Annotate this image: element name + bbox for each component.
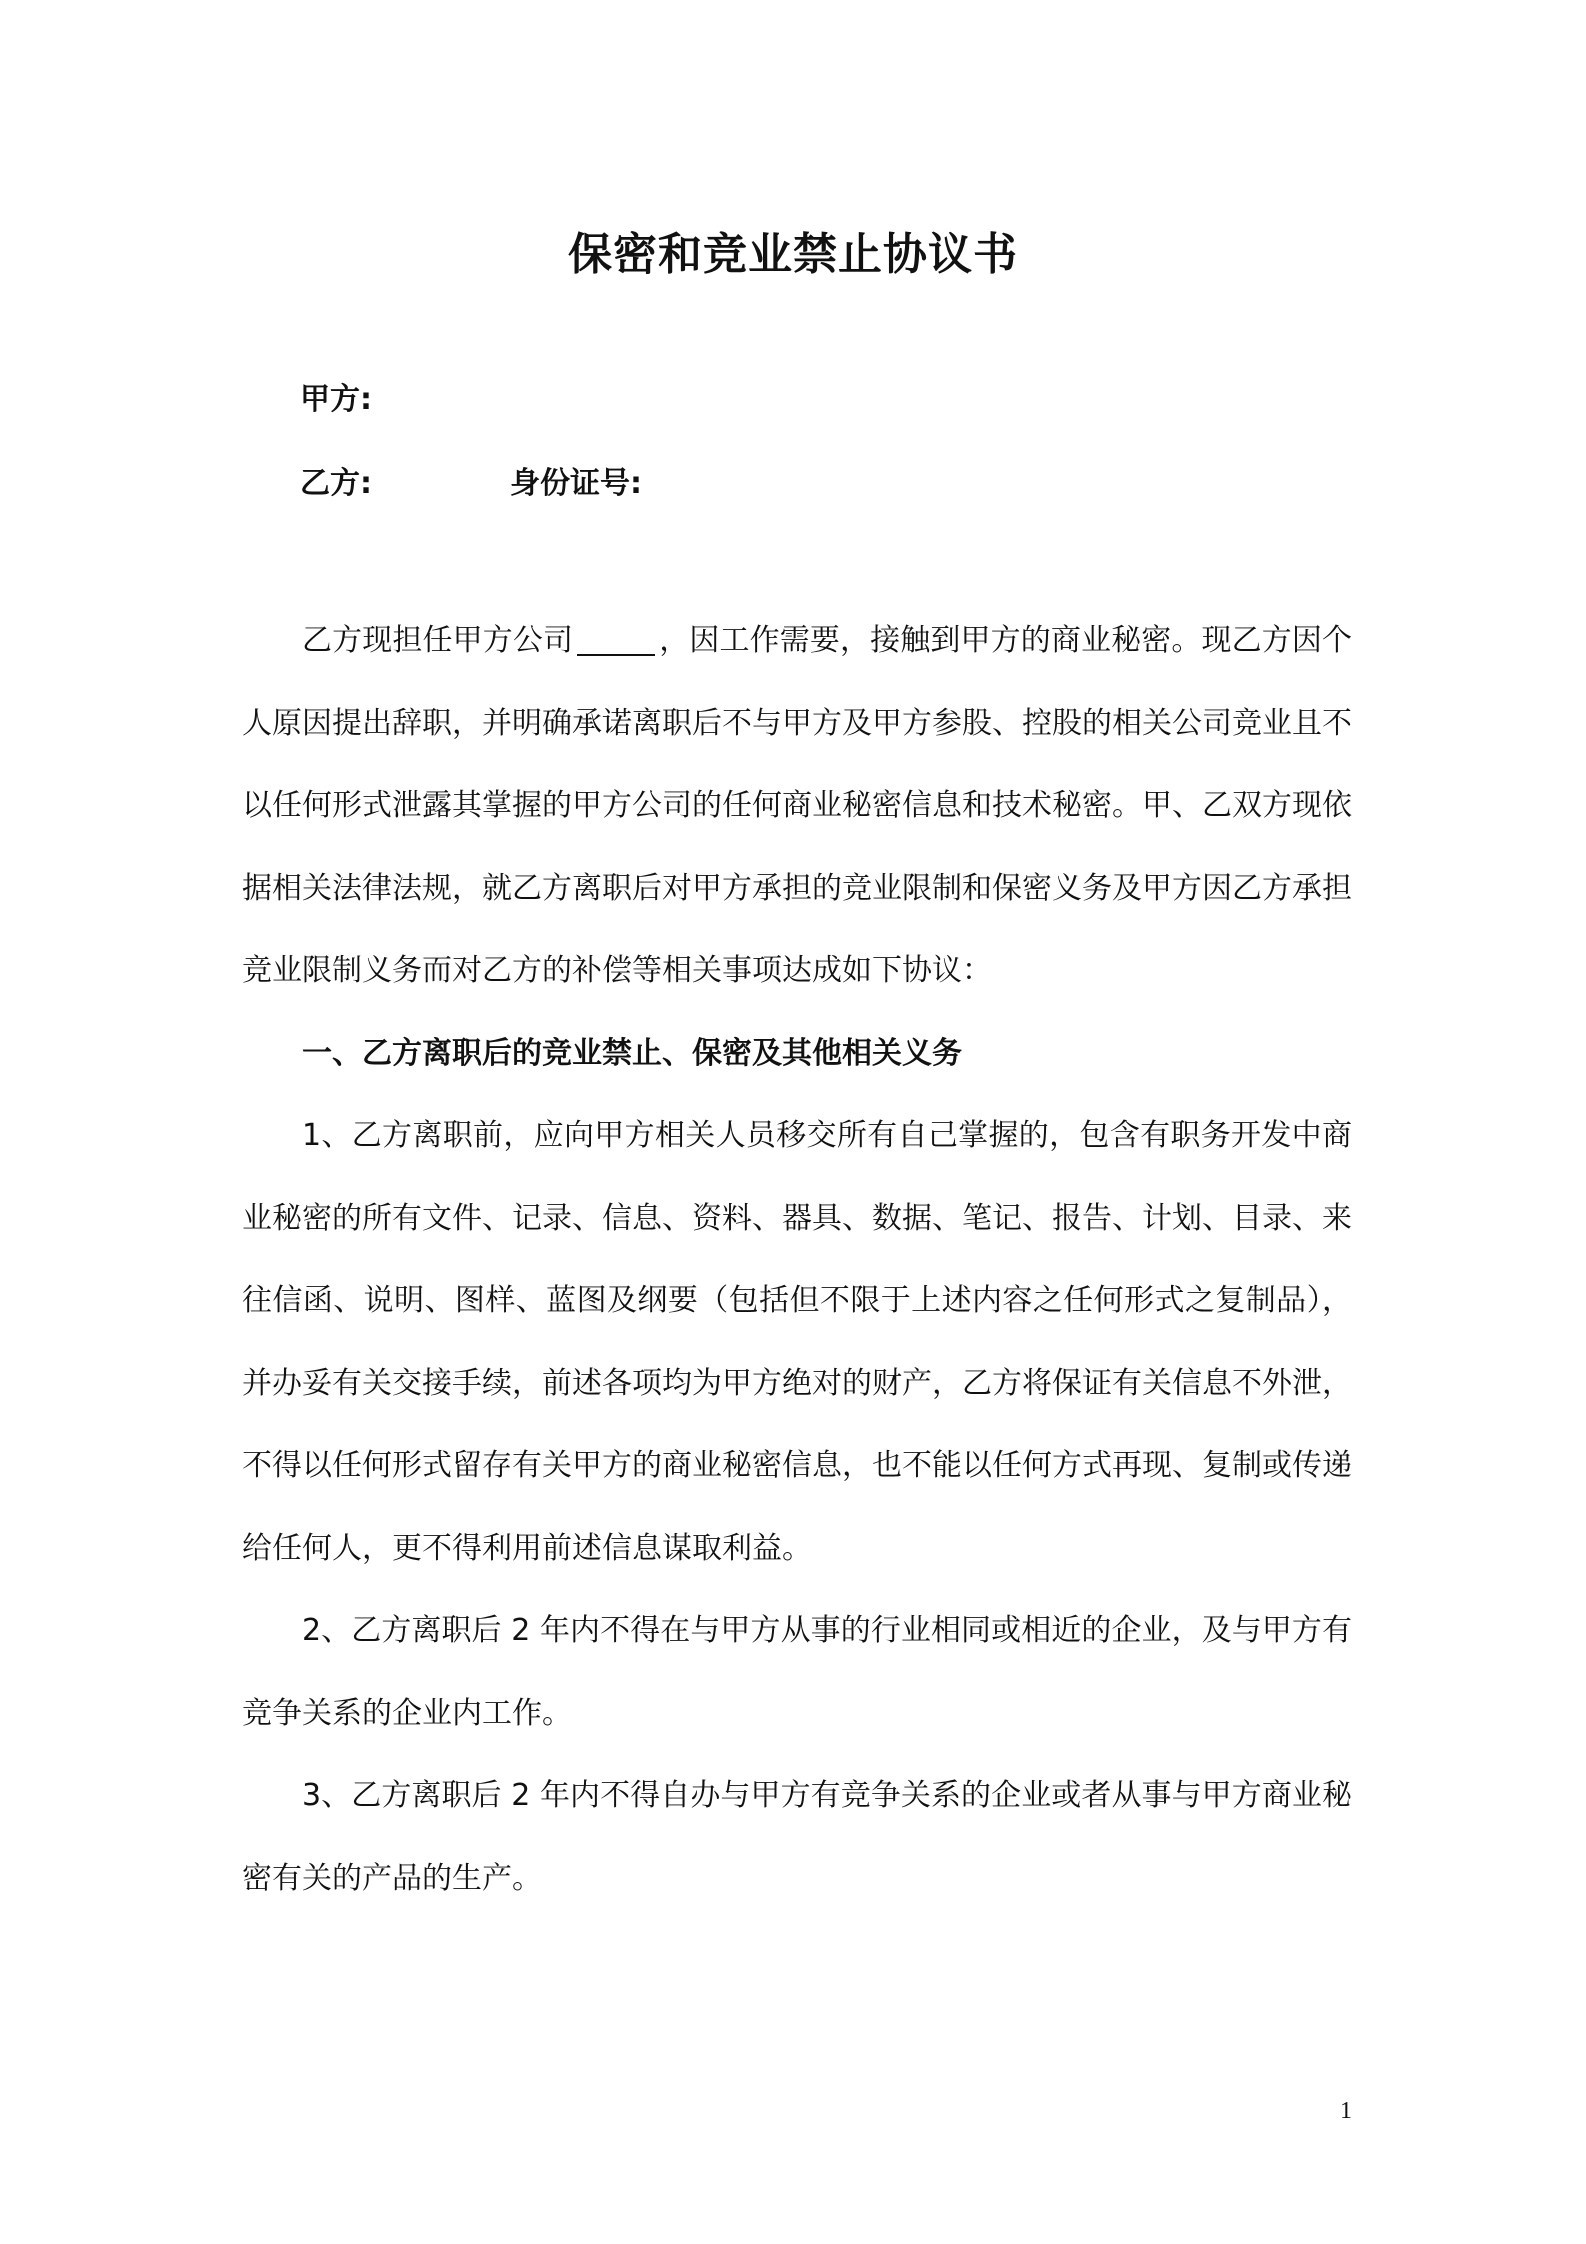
- section-1-heading: 一、乙方离职后的竞业禁止、保密及其他相关义务: [302, 1035, 962, 1071]
- intro-paragraph: [242, 600, 1352, 1013]
- intro-text-before-blank: 乙方现担任甲方公司: [302, 623, 574, 658]
- id-number-label: 身份证号:: [510, 466, 642, 501]
- agreement-body: [242, 600, 1352, 1920]
- party-a-label: 甲方:: [300, 382, 372, 417]
- intro-text-after-blank: ，因工作需要，接触到甲方的商业秘密。现乙方因个人原因提出辞职，并明确承诺离职后不与甲方及甲方参股、控股的相关公司竞业且不以任何形式泄露其掌握的甲方公司的任何商业秘密信息和技术秘密。甲、乙双方现依据相关法律法规，就乙方离职后对甲方承担的竞业限制和保密义务及甲方因乙方承担竞业限制义务而对乙方的补偿等相关事项达成如下协议：: [242, 623, 1352, 988]
- clause-3: 3、乙方离职后 2 年内不得自办与甲方有竞争关系的企业或者从事与甲方商业秘密有关的产品的生产。: [242, 1778, 1352, 1896]
- page-number: 1: [1340, 2098, 1352, 2124]
- clause-2: 2、乙方离职后 2 年内不得在与甲方从事的行业相同或相近的企业，及与甲方有竞争关系的企业内工作。: [242, 1613, 1352, 1731]
- position-blank-line: [577, 624, 655, 656]
- document-title: 保密和竞业禁止协议书: [568, 229, 1018, 280]
- party-b-label: 乙方:: [300, 466, 372, 501]
- clause-1: 1、乙方离职前，应向甲方相关人员移交所有自己掌握的，包含有职务开发中商业秘密的所有文件、记录、信息、资料、器具、数据、笔记、报告、计划、目录、来往信函、说明、图样、蓝图及纲要（包括但不限于上述内容之任何形式之复制品），并办妥有关交接手续，前述各项均为甲方绝对的财产，乙方将保证有关信息不外泄，不得以任何形式留存有关甲方的商业秘密信息，也不能以任何方式再现、复制或传递给任何人，更不得利用前述信息谋取利益。: [242, 1118, 1352, 1566]
